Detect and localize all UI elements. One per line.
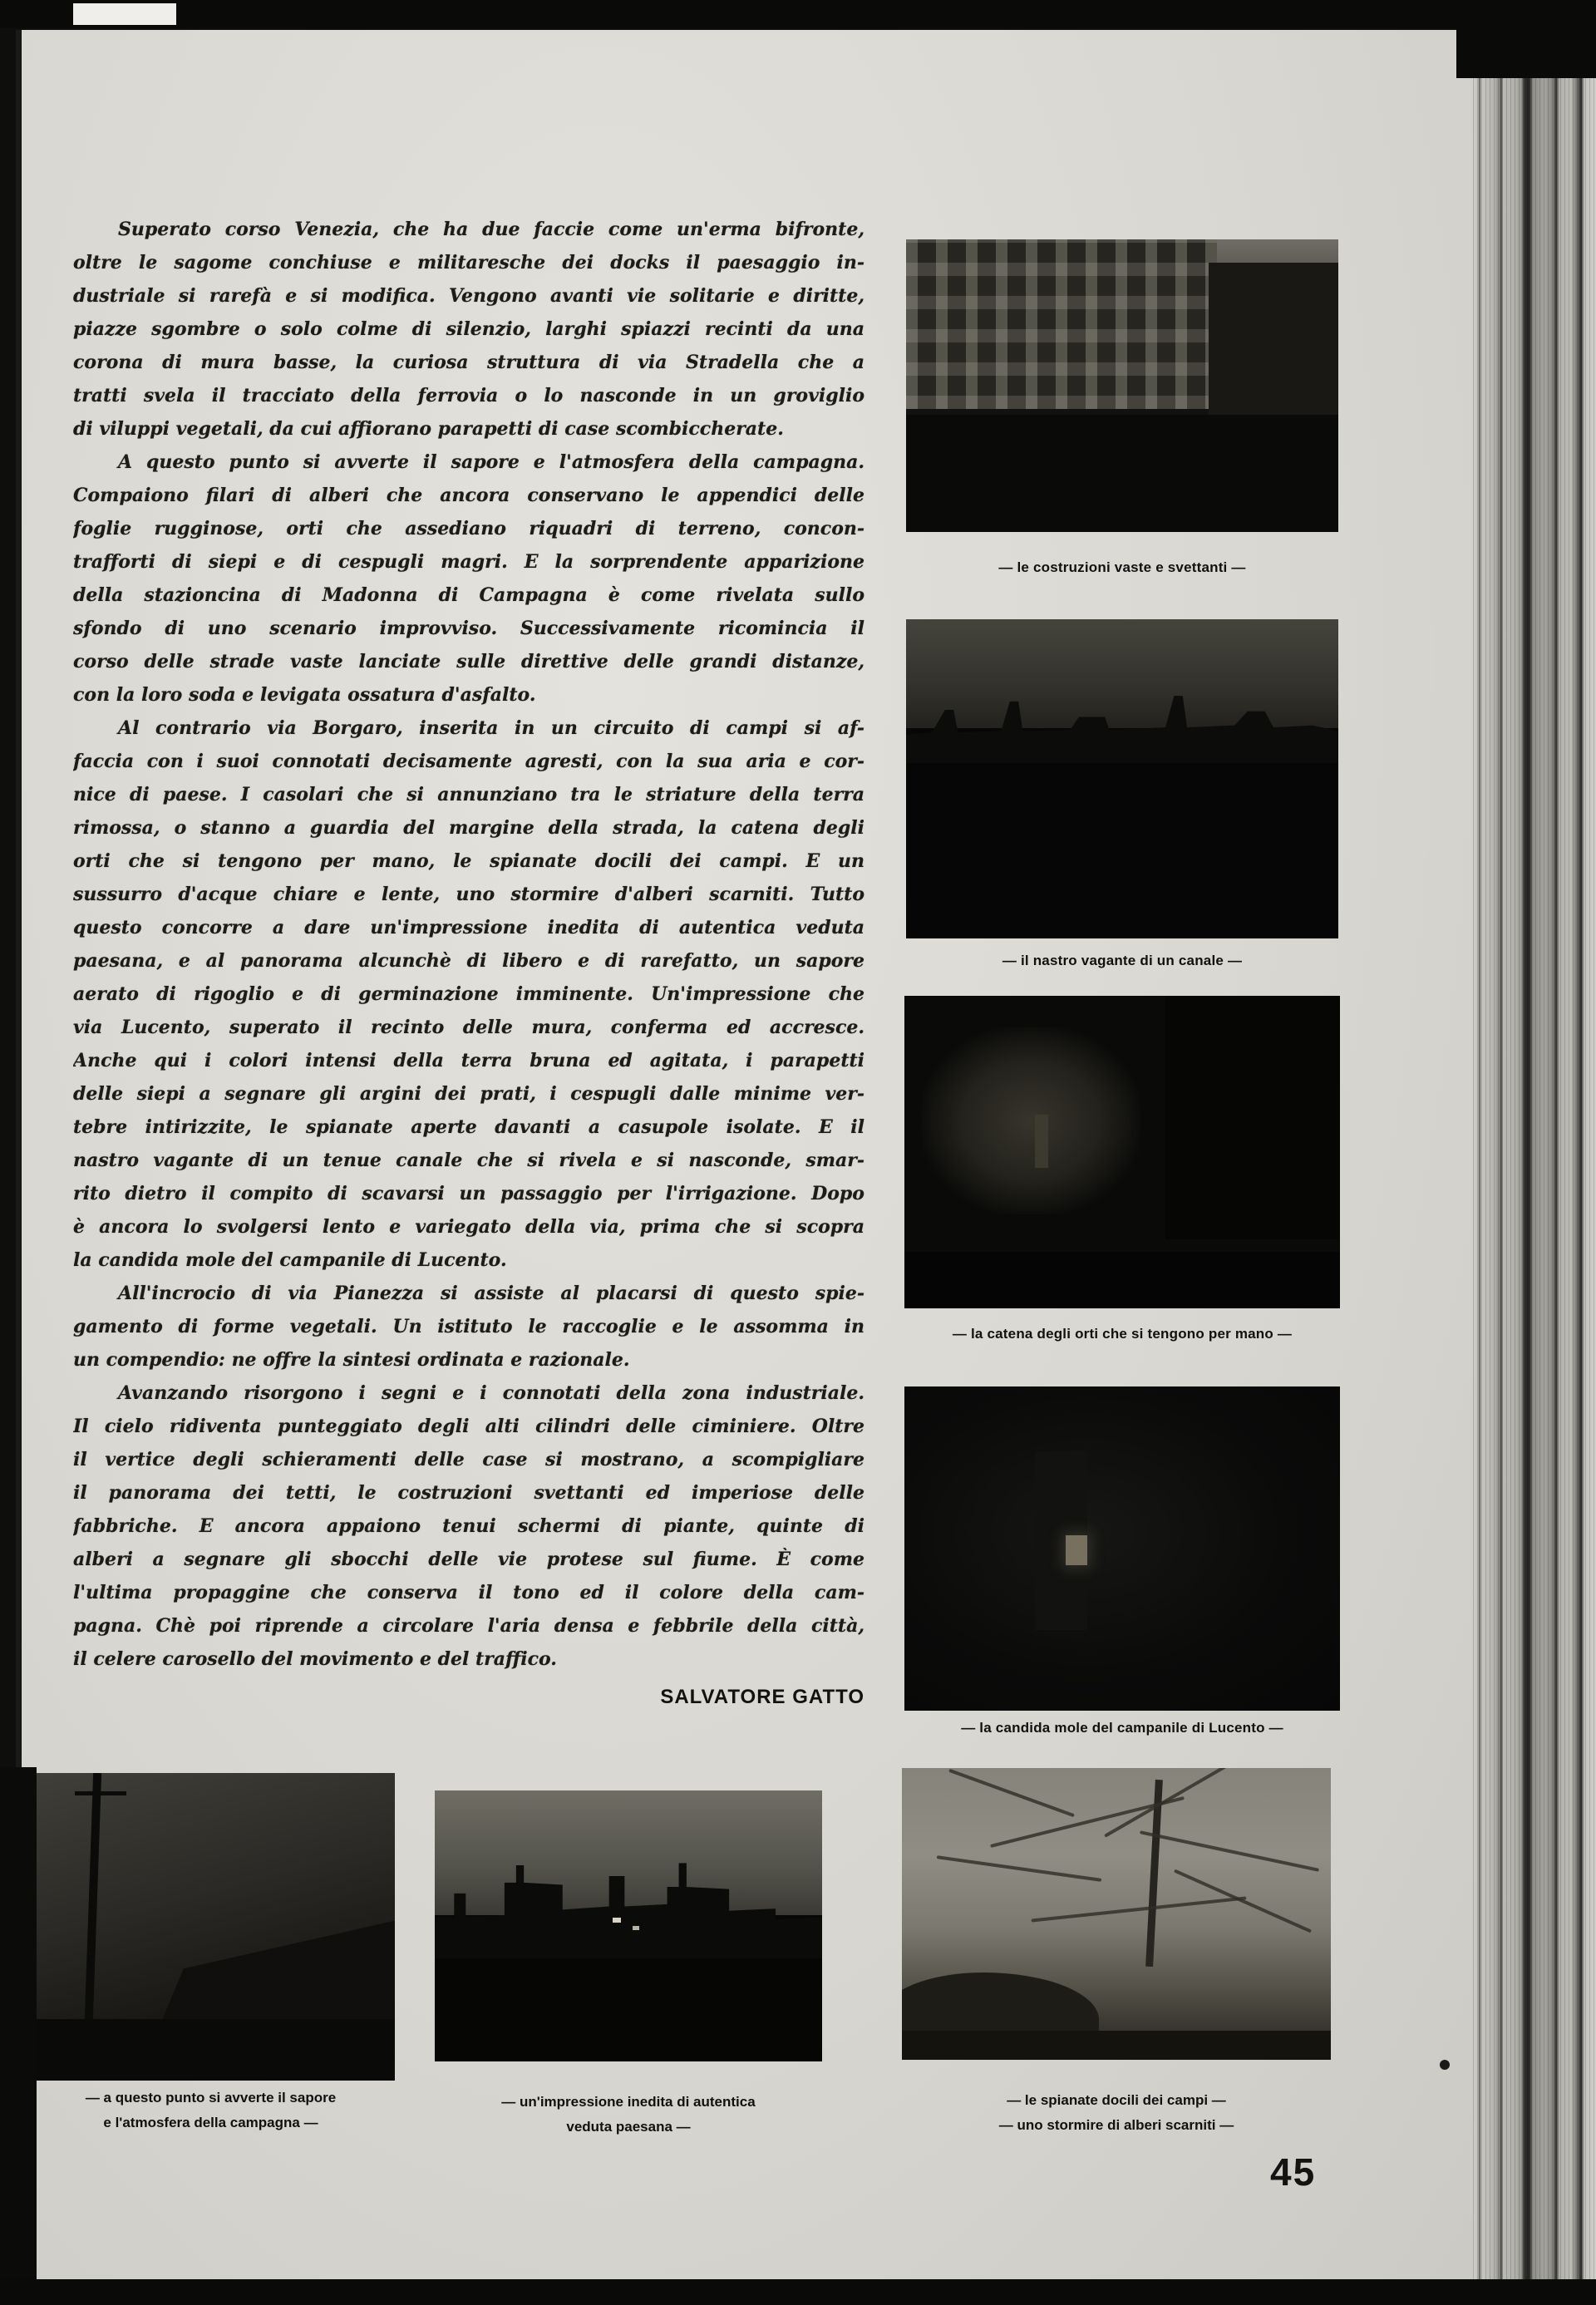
tree-branch bbox=[937, 1855, 1102, 1882]
article-line: foglie rugginose, orti che assediano riquadri di terreno, concon- bbox=[73, 518, 864, 539]
figure-caption bbox=[902, 2088, 1331, 2138]
article-text bbox=[73, 213, 864, 1676]
scan-top-border bbox=[0, 0, 1473, 28]
article-line: è ancora lo svolgersi lento e variegato della via, prima che si scopra bbox=[73, 1216, 864, 1238]
figure-caption bbox=[27, 2086, 395, 2135]
article-line: della stazioncina di Madonna di Campagna è come rivelata sullo bbox=[73, 584, 864, 606]
sky-area bbox=[906, 619, 1338, 728]
figure-caption: — la candida mole del campanile di Lucento — bbox=[961, 1720, 1283, 1736]
caption-line: veduta paesana — bbox=[566, 2119, 691, 2135]
building-mass-silhouette bbox=[1165, 996, 1340, 1239]
figure-caption: — il nastro vagante di un canale — bbox=[1002, 953, 1243, 968]
article-line: All'incrocio di via Pianezza si assiste al placarsi di questo spie- bbox=[118, 1283, 864, 1304]
dark-ground bbox=[902, 2031, 1331, 2060]
photo-bare-tree-branches bbox=[902, 1768, 1331, 2060]
sky-area bbox=[435, 1790, 822, 1915]
article-line: Anche qui i colori intensi della terra bruna ed agitata, i parapetti bbox=[73, 1050, 864, 1071]
caption-line: — un'impressione inedita di autentica bbox=[501, 2094, 756, 2110]
article-line: di viluppi vegetali, da cui affiorano parapetti di case scombiccherate. bbox=[73, 418, 784, 440]
article-line: nastro vagante di un tenue canale che si rivela e si nasconde, smar- bbox=[73, 1150, 864, 1171]
article-author: SALVATORE GATTO bbox=[660, 1686, 864, 1708]
article-line: corso delle strade vaste lanciate sulle direttive delle grandi distanze, bbox=[73, 651, 864, 672]
article-line: il celere carosello del movimento e del traffico. bbox=[73, 1648, 557, 1670]
article-line: un compendio: ne offre la sintesi ordinata e razionale. bbox=[73, 1349, 630, 1371]
article-line: trafforti di siepi e di cespugli magri. E la sorprendente apparizione bbox=[73, 551, 864, 573]
article-line: Al contrario via Borgaro, inserita in un circuito di campi si af- bbox=[118, 717, 864, 739]
trees-silhouette bbox=[1209, 263, 1338, 415]
photo-canal-skyline-silhouette bbox=[906, 619, 1338, 938]
article-line: sussurro d'acque chiare e lente, uno stormire d'alberi scarniti. Tutto bbox=[73, 884, 864, 905]
article-line: aerato di rigoglio e di germinazione imminente. Un'impressione che bbox=[73, 983, 864, 1005]
scan-left-border bbox=[0, 1767, 37, 2305]
dark-ground bbox=[906, 763, 1338, 938]
article-line: paesana, e al panorama alcunchè di libero e di rarefatto, un sapore bbox=[73, 950, 864, 972]
caption-line: — a questo punto si avverte il sapore bbox=[85, 2090, 337, 2106]
factory-building-silhouette bbox=[906, 239, 1217, 409]
figure-country-road bbox=[27, 1773, 395, 2135]
tree-branch bbox=[1031, 1897, 1246, 1923]
scan-bottom-border bbox=[0, 2279, 1596, 2305]
article-line: questo concorre a dare un'impressione inedita di autentica veduta bbox=[73, 917, 864, 938]
photo-campanile-at-night bbox=[904, 1386, 1340, 1711]
photo-country-road-pole bbox=[27, 1773, 395, 2081]
figure-bare-trees bbox=[902, 1768, 1331, 2138]
scan-top-right-corner bbox=[1456, 0, 1596, 78]
article-line: il vertice degli schieramenti delle case si mostrano, a scompigliare bbox=[73, 1449, 864, 1470]
article-line: Avanzando risorgono i segni e i connotati della zona industriale. bbox=[118, 1382, 864, 1404]
article-line: alberi a segnare gli sbocchi delle vie protese sul fiume. È come bbox=[73, 1549, 864, 1570]
article-line: delle siepi a segnare gli argini dei prati, i cespugli dalle minime ver- bbox=[73, 1083, 864, 1105]
article-line: Compaiono filari di alberi che ancora conservano le appendici delle bbox=[73, 485, 864, 506]
article-line: Il cielo ridiventa punteggiato degli alti cilindri delle ciminiere. Oltre bbox=[73, 1416, 864, 1437]
article-line: rimossa, o stanno a guardia del margine della strada, la catena degli bbox=[73, 817, 864, 839]
article-line: nice di paese. I casolari che si annunziano tra le striature della terra bbox=[73, 784, 864, 805]
tree-branch bbox=[948, 1769, 1075, 1817]
dark-ground bbox=[435, 1958, 822, 2061]
article-line: oltre le sagome conchiuse e militaresche dei docks il paesaggio in- bbox=[73, 252, 864, 273]
book-page-edges bbox=[1473, 0, 1596, 2305]
article-line: l'ultima propaggine che conserva il tono ed il colore della cam- bbox=[73, 1582, 864, 1603]
lit-window bbox=[613, 1918, 621, 1923]
article-line: via Lucento, superato il recinto delle mura, conferma ed accresce. bbox=[73, 1017, 864, 1038]
ink-dot bbox=[1440, 2060, 1450, 2070]
article-line: Superato corso Venezia, che ha due faccie come un'erma bifronte, bbox=[118, 219, 864, 240]
article-line: sfondo di uno scenario improvviso. Successivamente ricomincia il bbox=[73, 618, 864, 639]
article-line: con la loro soda e levigata ossatura d'asfalto. bbox=[73, 684, 536, 706]
article-line: gamento di forme vegetali. Un istituto le raccoglie e le assomma in bbox=[73, 1316, 864, 1337]
telegraph-pole bbox=[85, 1773, 101, 2019]
article-line: tratti svela il tracciato della ferrovia o lo nasconde in un groviglio bbox=[73, 385, 864, 406]
article-line: pagna. Chè poi riprende a circolare l'aria densa e febbrile della città, bbox=[73, 1615, 864, 1637]
faint-light-area bbox=[922, 1027, 1140, 1215]
figure-caption bbox=[435, 2090, 822, 2140]
figure-canal bbox=[906, 619, 1338, 972]
lit-window bbox=[1066, 1535, 1087, 1565]
photo-factory-facade-at-night bbox=[906, 239, 1338, 532]
doorway-glow bbox=[1035, 1115, 1048, 1168]
dark-ground bbox=[904, 1252, 1340, 1308]
dark-foreground bbox=[27, 2019, 395, 2081]
article-line: faccia con i suoi connotati decisamente agresti, con la sua aria e cor- bbox=[73, 751, 864, 772]
article-line: piazze sgombre o solo colme di silenzio, larghi spiazzi recinti da una bbox=[73, 318, 864, 340]
tree-branch bbox=[1140, 1830, 1319, 1872]
article-line: corona di mura basse, la curiosa struttura di via Stradella che a bbox=[73, 352, 864, 373]
article-line: dustriale si rarefà e si modifica. Vengono avanti vie solitarie e diritte, bbox=[73, 285, 864, 307]
article-line: la candida mole del campanile di Lucento. bbox=[73, 1249, 507, 1271]
figure-village bbox=[435, 1790, 822, 2140]
article-line: fabbriche. E ancora appaiono tenui schermi di piante, quinte di bbox=[73, 1515, 864, 1537]
figure-caption: — le costruzioni vaste e svettanti — bbox=[998, 559, 1246, 575]
article-line: orti che si tengono per mano, le spianate docili dei campi. E un bbox=[73, 850, 864, 872]
caption-line: — le spianate docili dei campi — bbox=[1007, 2092, 1226, 2108]
article-line: il panorama dei tetti, le costruzioni svettanti ed imperiose delle bbox=[73, 1482, 864, 1504]
figure-orchards bbox=[904, 996, 1340, 1345]
article-line: tebre intirizzite, le spianate aperte davanti a casupole isolate. E il bbox=[73, 1116, 864, 1138]
figure-caption: — la catena degli orti che si tengono per mano — bbox=[952, 1326, 1293, 1342]
figure-factory bbox=[906, 239, 1338, 579]
figure-campanile bbox=[904, 1386, 1340, 1739]
scan-top-notch bbox=[73, 3, 176, 25]
photo-dark-orchards bbox=[904, 996, 1340, 1308]
dark-ground bbox=[906, 415, 1338, 532]
article-line: A questo punto si avverte il sapore e l'atmosfera della campagna. bbox=[118, 451, 864, 473]
page-number: 45 bbox=[1270, 2150, 1317, 2194]
lit-window bbox=[633, 1926, 639, 1930]
article-line: rito dietro il compito di scavarsi un passaggio per l'irrigazione. Dopo bbox=[73, 1183, 864, 1204]
caption-line: e l'atmosfera della campagna — bbox=[103, 2115, 318, 2130]
caption-line: — uno stormire di alberi scarniti — bbox=[998, 2117, 1234, 2133]
photo-village-rooftops-silhouette bbox=[435, 1790, 822, 2061]
